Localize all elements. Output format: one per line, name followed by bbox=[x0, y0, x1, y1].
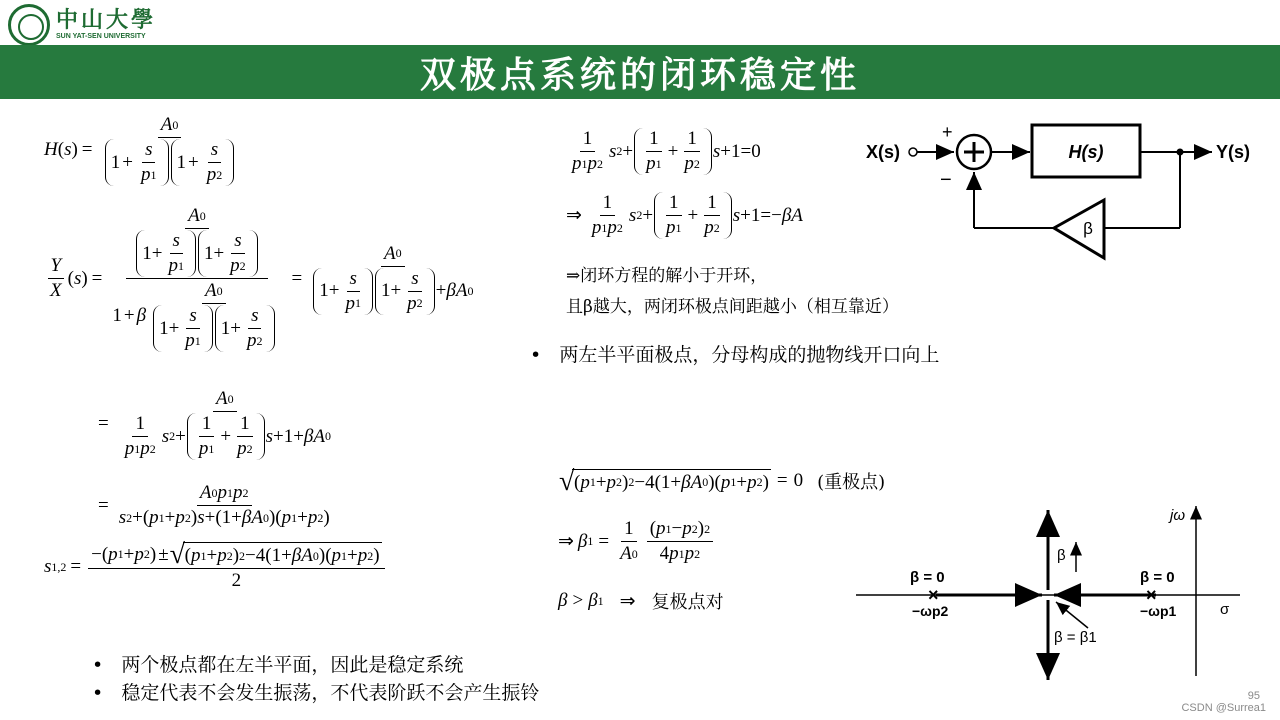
equation-polynomial-form: = A 0 1 p 1 p 2 s 2 + 1 p 1 + 1 p 2 s + 1 + β A 0 bbox=[98, 388, 331, 459]
slide-title: 双极点系统的闭环稳定性 bbox=[419, 53, 860, 96]
bullet-parabola: • 两左半平面极点，分母构成的抛物线开口向上 bbox=[530, 344, 940, 366]
watermark: CSDN @Surrea1 bbox=[1181, 702, 1266, 714]
root-locus-plot bbox=[850, 500, 1250, 690]
equation-expanded-form: = A 0 p 1 p 2 s 2 +( p 1 + p 2 ) s +( 1 + β A 0 )( p 1 + p 2 ) bbox=[98, 482, 330, 528]
beta0-right-label: β = 0 bbox=[1140, 569, 1175, 586]
feedback-block bbox=[1054, 200, 1104, 258]
minus-sign: − bbox=[940, 169, 952, 191]
p1-label: −ωp1 bbox=[1140, 603, 1177, 619]
beta0-left-label: β = 0 bbox=[910, 569, 945, 586]
plus-sign: + bbox=[942, 122, 953, 142]
bullet-stable: • 两个极点都在左半平面，因此是稳定系统 bbox=[92, 654, 464, 676]
university-name-cn: 中山大學 bbox=[56, 7, 157, 33]
university-logo bbox=[8, 4, 156, 46]
title-bar bbox=[0, 45, 1280, 99]
pole-p2-marker: × bbox=[928, 585, 939, 605]
output-label: Y(s) bbox=[1216, 142, 1251, 162]
university-name-en: SUN YAT-SEN UNIVERSITY bbox=[56, 33, 146, 40]
beta-arrow-label: β bbox=[1057, 547, 1066, 564]
note-beta-bigger: 且β越大，两闭环极点间距越小（相互靠近） bbox=[566, 297, 899, 317]
equation-beta-greater: β > β 1 ⇒ 复极点对 bbox=[558, 590, 724, 613]
p2-label: −ωp2 bbox=[912, 603, 949, 619]
pole-p1-marker: × bbox=[1146, 585, 1157, 605]
page-number: 95 bbox=[1247, 690, 1260, 702]
bullet-no-oscillation: • 稳定代表不会发生振荡，不代表阶跃不会产生振铃 bbox=[92, 682, 540, 704]
input-label: X(s) bbox=[866, 142, 901, 162]
jw-label: jω bbox=[1170, 507, 1186, 524]
feedback-label: β bbox=[1083, 219, 1093, 238]
equation-open-loop-transfer: H ( s ) = A 0 1 + s p 1 1 + s p 2 bbox=[44, 114, 243, 186]
equation-closed-loop-characteristic: ⇒ 1 p 1 p 2 s 2 + 1 p 1 + 1 p 2 s + 1 = − β A bbox=[566, 192, 803, 238]
university-seal-icon bbox=[8, 4, 50, 46]
equation-closed-loop-transfer: $\frac{Y}{X}$ ( s ) = A 0 1 + s p 1 1 + s p 2 1 + β A 0 1 + s p 1 1 + s p 2 = A 0 1 + s p 1 1 + s p 2 + β A 0 bbox=[44, 205, 479, 352]
equation-roots: s 1,2 = − ( p 1 + p 2 ) ± √ ( p 1 + p 2 ) 2 −4( 1 + β A 0 )( p 1 + p 2 ) 2 bbox=[44, 542, 388, 592]
equation-open-loop-characteristic: 1 p 1 p 2 s 2 + 1 p 1 + 1 p 2 s + 1 = 0 bbox=[572, 128, 761, 174]
forward-block-label: H(s) bbox=[1068, 142, 1104, 162]
feedback-block-diagram bbox=[860, 110, 1260, 270]
equation-discriminant: √ ( p 1 + p 2 ) 2 −4( 1 + β A 0 )( p 1 + p 2 ) = 0 (重极点) bbox=[560, 468, 885, 494]
equation-beta1: ⇒ β 1 = 1 A 0 ( p 1 − p 2 ) 2 4 p 1 p 2 bbox=[558, 518, 716, 565]
sigma-label: σ bbox=[1220, 601, 1230, 618]
note-closed-loop-smaller: ⇒闭环方程的解小于开环， bbox=[566, 266, 768, 286]
beta-eq-beta1-label: β = β1 bbox=[1054, 629, 1097, 646]
